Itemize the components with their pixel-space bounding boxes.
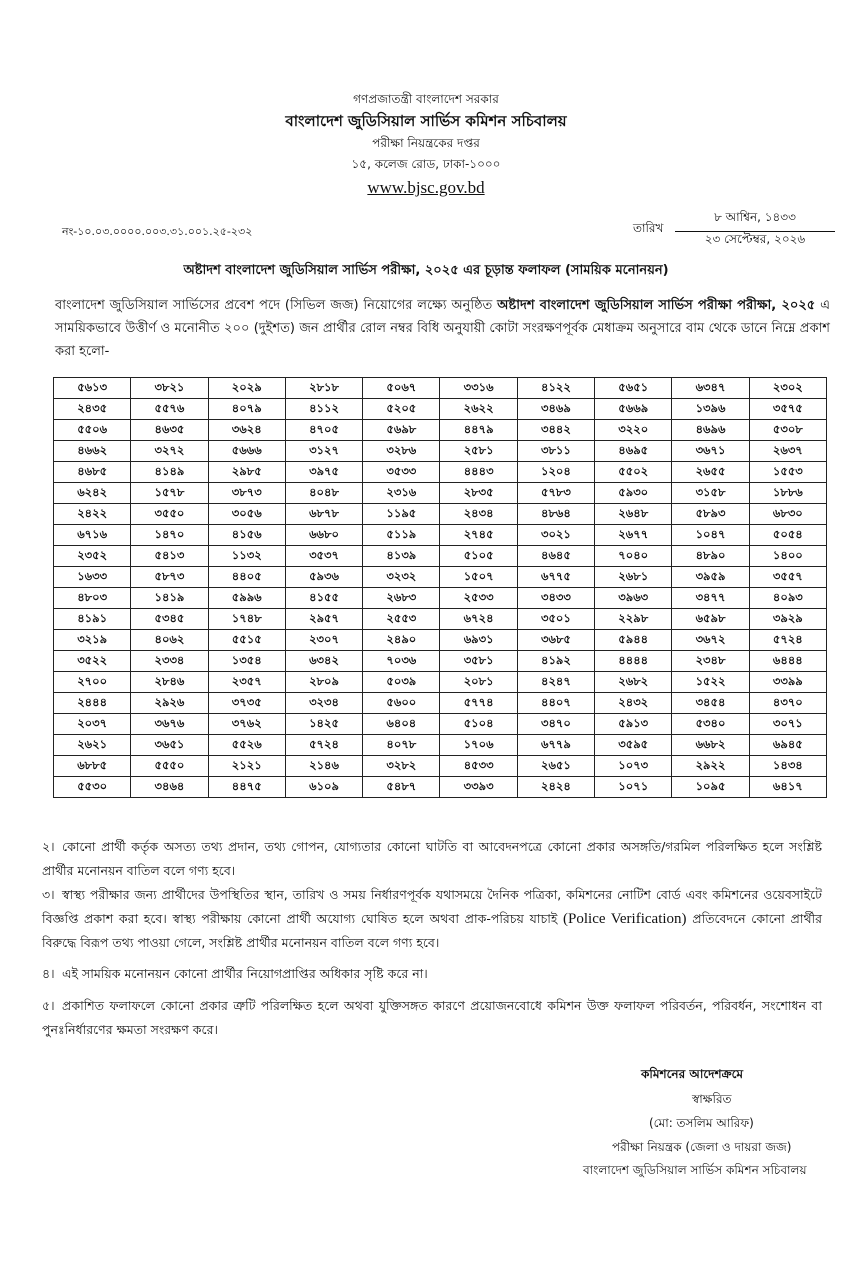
table-row — [54, 651, 827, 672]
roll-number-cell: ৬৭২৪ — [440, 609, 517, 630]
roll-number-cell: ৪১৪৯ — [131, 462, 208, 483]
note-text: প্রকাশিত ফলাফলে কোনো প্রকার ত্রুটি পরিলক্ষিত হলে অথবা যুক্তিসঙ্গত কারণে প্রয়োজনবোধে কমিশন উক্ত ফলাফল পরিবর্তন, পরিবর্ধন, সংশোধন বা পুনঃনির্ধারণের ক্ষমতা সংরক্ষণ করে। — [42, 998, 822, 1037]
roll-number-cell: ৫২০৫ — [363, 399, 440, 420]
note-5 — [42, 994, 822, 1042]
roll-number-cell: ৪৬৪৫ — [517, 546, 594, 567]
roll-number-cell: ৬৭১৬ — [54, 525, 131, 546]
roll-number-cell: ৩২৭২ — [131, 441, 208, 462]
roll-number-cell: ২৬৮২ — [595, 672, 672, 693]
roll-number-cell: ২১২১ — [208, 756, 285, 777]
roll-number-cell: ৬১০৯ — [285, 777, 362, 798]
table-row — [54, 609, 827, 630]
table-row — [54, 420, 827, 441]
roll-number-cell: ৪১১২ — [285, 399, 362, 420]
roll-number-cell: ৩২২০ — [595, 420, 672, 441]
roll-number-cell: ৫৮৯৩ — [672, 504, 749, 525]
roll-number-cell: ১৩৫৪ — [208, 651, 285, 672]
roll-number-cell: ৩২৩৪ — [285, 693, 362, 714]
office-address: ১৫, কলেজ রোড, ঢাকা-১০০০ — [351, 157, 501, 171]
roll-number-cell: ১৪৭০ — [131, 525, 208, 546]
roll-number-cell: ৫৯৩৬ — [285, 567, 362, 588]
roll-number-cell: ৪৬৯৫ — [595, 441, 672, 462]
roll-number-cell: ৪৫৩৩ — [440, 756, 517, 777]
memo-number: নং-১০.০৩.০০০০.০০৩.৩১.০০১.২৫-২৩২ — [62, 225, 253, 238]
roll-number-cell: ৩৫৯৫ — [595, 735, 672, 756]
date-block — [633, 209, 843, 253]
roll-number-cell: ৬৬৮০ — [285, 525, 362, 546]
roll-number-cell: ৩৯৭৫ — [285, 462, 362, 483]
roll-number-cell: ৪১৫৫ — [285, 588, 362, 609]
roll-number-cell: ৬৫৯৮ — [672, 609, 749, 630]
roll-number-cell: ২৯৫৭ — [285, 609, 362, 630]
roll-number-cell: ৪০৬২ — [131, 630, 208, 651]
note-4 — [42, 962, 822, 986]
roll-number-cell: ১১৯৫ — [363, 504, 440, 525]
roll-number-cell: ৪৬৮৫ — [54, 462, 131, 483]
roll-number-cell: ২৩৪৮ — [672, 651, 749, 672]
roll-number-cell: ৪১২২ — [517, 378, 594, 399]
roll-number-cell: ৫৭৮৩ — [517, 483, 594, 504]
signature-order: কমিশনের আদেশক্রমে — [641, 1067, 744, 1081]
roll-number-cell: ৬৯৩১ — [440, 630, 517, 651]
signatory-name: (মো: তসলিম আরিফ) — [649, 1116, 754, 1130]
roll-number-cell: ২৬৪৮ — [595, 504, 672, 525]
roll-number-cell: ২৬৩৭ — [749, 441, 826, 462]
roll-number-cell: ২৩০৭ — [285, 630, 362, 651]
roll-number-cell: ৫৫০২ — [595, 462, 672, 483]
roll-number-cell: ২৮১৮ — [285, 378, 362, 399]
roll-number-cell: ৬৬৮২ — [672, 735, 749, 756]
roll-number-cell: ৩৪৬৪ — [131, 777, 208, 798]
roll-number-cell: ৩৬৮৫ — [517, 630, 594, 651]
intro-text-2: এ সাময়িকভাবে উত্তীর্ণ ও মনোনীত ২০০ (দুইশত) জন প্রার্থীর রোল নম্বর বিধি অনুযায়ী কোটা সংরক্ষণপূর্বক মেধাক্রম অনুসারে বাম থেকে ডানে নিম্নে প্রকাশ করা হলো- — [55, 298, 830, 359]
roll-number-cell: ৪৬৩৫ — [131, 420, 208, 441]
roll-number-cell: ৫৩৪০ — [672, 714, 749, 735]
roll-number-cell: ২৮৩৫ — [440, 483, 517, 504]
roll-number-cell: ৩৪৬৯ — [517, 399, 594, 420]
secretariat-name: বাংলাদেশ জুডিসিয়াল সার্ভিস কমিশন সচিবালয় — [285, 112, 567, 130]
roll-number-cell: ৩৫০১ — [517, 609, 594, 630]
roll-number-cell: ৫৫৩০ — [54, 777, 131, 798]
roll-number-cell: ৬৩৪২ — [285, 651, 362, 672]
table-row — [54, 588, 827, 609]
roll-number-cell: ৩৫৩৩ — [363, 462, 440, 483]
roll-number-cell: ১৪০০ — [749, 546, 826, 567]
roll-number-cell: ৫৬১৩ — [54, 378, 131, 399]
roll-number-cell: ১৫৭৮ — [131, 483, 208, 504]
signature-signed: স্বাক্ষরিত — [692, 1092, 732, 1106]
roll-number-cell: ৩৫৩৭ — [285, 546, 362, 567]
note-text: এই সাময়িক মনোনয়ন কোনো প্রার্থীর নিয়োগপ্রাপ্তির অধিকার সৃষ্টি করে না। — [62, 966, 428, 981]
roll-number-cell: ২৪৪৪ — [54, 693, 131, 714]
roll-number-cell: ২৩১৬ — [363, 483, 440, 504]
roll-number-cell: ৪৬৬২ — [54, 441, 131, 462]
roll-number-cell: ৫৯৪৪ — [595, 630, 672, 651]
table-row — [54, 483, 827, 504]
government-name: গণপ্রজাতন্ত্রী বাংলাদেশ সরকার — [353, 92, 499, 106]
roll-number-cell: ৪০৪৮ — [285, 483, 362, 504]
date-bangla: ৮ আশ্বিন, ১৪৩৩ — [675, 209, 835, 232]
roll-number-cell: ২৯৮৫ — [208, 462, 285, 483]
roll-number-cell: ১৬৩৩ — [54, 567, 131, 588]
roll-number-cell: ২৩৫৭ — [208, 672, 285, 693]
roll-number-cell: ৪১৯২ — [517, 651, 594, 672]
roll-number-cell: ৫৭২৪ — [749, 630, 826, 651]
roll-number-cell: ৩৩১৬ — [440, 378, 517, 399]
roll-number-cell: ৩৫৫৭ — [749, 567, 826, 588]
roll-number-cell: ৪৪০৭ — [517, 693, 594, 714]
roll-number-cell: ১০৭১ — [595, 777, 672, 798]
roll-number-cell: ২৮৪৬ — [131, 672, 208, 693]
roll-number-cell: ৫৫০৬ — [54, 420, 131, 441]
roll-number-cell: ৫৭২৪ — [285, 735, 362, 756]
roll-number-cell: ২৪২৪ — [517, 777, 594, 798]
roll-number-cell: ২৬৫১ — [517, 756, 594, 777]
roll-number-cell: ১৪১৯ — [131, 588, 208, 609]
roll-number-cell: ৩০৫৬ — [208, 504, 285, 525]
note-2 — [42, 835, 822, 883]
roll-number-cell: ৪৪৪৩ — [440, 462, 517, 483]
roll-number-cell: ২২৯৮ — [595, 609, 672, 630]
roll-number-cell: ২৩০২ — [749, 378, 826, 399]
roll-number-cell: ২৫৫৩ — [363, 609, 440, 630]
note-number: ২। — [42, 839, 55, 854]
roll-number-cell: ৫৬৯৮ — [363, 420, 440, 441]
table-row — [54, 546, 827, 567]
roll-number-cell: ৩৫৭৫ — [749, 399, 826, 420]
roll-number-cell: ৪৭০৫ — [285, 420, 362, 441]
roll-number-cell: ২৪৩২ — [595, 693, 672, 714]
roll-number-cell: ৩৫৫০ — [131, 504, 208, 525]
date-english: ২৩ সেপ্টেম্বর, ২০২৬ — [704, 232, 806, 246]
roll-number-cell: ৩৪৫৪ — [672, 693, 749, 714]
roll-number-cell: ৩০৭১ — [749, 714, 826, 735]
roll-number-cell: ১৮৮৬ — [749, 483, 826, 504]
roll-number-cell: ৫৫১৫ — [208, 630, 285, 651]
roll-number-cell: ৪৮৬৪ — [517, 504, 594, 525]
roll-number-cell: ৩০২১ — [517, 525, 594, 546]
roll-number-cell: ৫৩০৮ — [749, 420, 826, 441]
roll-number-cell: ৬৪৪৪ — [749, 651, 826, 672]
roll-number-cell: ৫৪৮৭ — [363, 777, 440, 798]
roll-number-cell: ৩৬৫১ — [131, 735, 208, 756]
intro-text-1: বাংলাদেশ জুডিসিয়াল সার্ভিসের প্রবেশ পদে (সিভিল জজ) নিয়োগের লক্ষ্যে অনুষ্ঠিত — [55, 298, 498, 313]
roll-number-cell: ৫০৫৪ — [749, 525, 826, 546]
roll-number-cell: ৫৪১৩ — [131, 546, 208, 567]
roll-number-cell: ৭০৪০ — [595, 546, 672, 567]
roll-number-cell: ১০৭৩ — [595, 756, 672, 777]
note-3 — [42, 883, 822, 955]
notice-title: অষ্টাদশ বাংলাদেশ জুডিসিয়াল সার্ভিস পরীক্ষা, ২০২৫ এর চূড়ান্ত ফলাফল (সাময়িক মনোনয়ন) — [183, 263, 669, 278]
roll-number-cell: ৩৫৮১ — [440, 651, 517, 672]
table-row — [54, 441, 827, 462]
roll-number-cell: ৫৫৭৬ — [131, 399, 208, 420]
roll-number-cell: ৫৬৬৬ — [208, 441, 285, 462]
roll-number-cell: ৫১১৯ — [363, 525, 440, 546]
roll-number-cell: ৩৭৩৫ — [208, 693, 285, 714]
roll-number-cell: ৪২৪৭ — [517, 672, 594, 693]
date-label: তারিখ — [633, 221, 664, 235]
roll-number-cell: ৬৩৪৭ — [672, 378, 749, 399]
table-row — [54, 399, 827, 420]
table-row — [54, 693, 827, 714]
table-row — [54, 777, 827, 798]
roll-number-cell: ৫১০৫ — [440, 546, 517, 567]
roll-number-cell: ২৪২২ — [54, 504, 131, 525]
roll-number-cell: ২০২৯ — [208, 378, 285, 399]
note-text: স্বাস্থ্য পরীক্ষার জন্য প্রার্থীদের উপস্থিতির স্থান, তারিখ ও সময় নির্ধারণপূর্বক যথাসময়ে দৈনিক পত্রিকা, কমিশনের নোটিশ বোর্ড এবং কমিশনের ওয়েবসাইটে বিজ্ঞপ্তি প্রকাশ করা হবে। স্বাস্থ্য পরীক্ষায় কোনো প্রার্থী অযোগ্য ঘোষিত হলে অথবা প্রাক-পরিচয় যাচাই — [42, 887, 822, 926]
roll-number-cell: ৫৬৬৯ — [595, 399, 672, 420]
roll-number-cell: ৫৯৯৬ — [208, 588, 285, 609]
website-link[interactable]: www.bjsc.gov.bd — [367, 178, 485, 197]
roll-number-cell: ৫৬০০ — [363, 693, 440, 714]
table-row — [54, 735, 827, 756]
table-row — [54, 567, 827, 588]
roll-number-cell: ৩৪৪২ — [517, 420, 594, 441]
note-text-english: (Police Verification) — [563, 911, 687, 927]
roll-number-cell: ২৬২২ — [440, 399, 517, 420]
roll-number-cell: ৩৪৭০ — [517, 714, 594, 735]
roll-number-cell: ২৪৩৫ — [54, 399, 131, 420]
roll-number-cell: ৪১৫৬ — [208, 525, 285, 546]
office-name: পরীক্ষা নিয়ন্ত্রকের দপ্তর — [372, 136, 480, 150]
roll-number-cell: ৩৮২১ — [131, 378, 208, 399]
intro-exam-name: অষ্টাদশ বাংলাদেশ জুডিসিয়াল সার্ভিস পরীক্ষা পরীক্ষা, ২০২৫ — [497, 298, 816, 313]
note-number: ৫। — [42, 998, 55, 1013]
roll-number-cell: ৬৪০৪ — [363, 714, 440, 735]
table-row — [54, 462, 827, 483]
roll-number-cell: ২৬৮৩ — [363, 588, 440, 609]
roll-number-cell: ৩৮১১ — [517, 441, 594, 462]
roll-number-cell: ৬২৪২ — [54, 483, 131, 504]
table-row — [54, 714, 827, 735]
roll-number-cell: ৪৮৯০ — [672, 546, 749, 567]
roll-number-cell: ২০৩৭ — [54, 714, 131, 735]
roll-number-cell: ৫০৬৭ — [363, 378, 440, 399]
roll-number-cell: ৪৪০৫ — [208, 567, 285, 588]
roll-number-cell: ৩২৩২ — [363, 567, 440, 588]
roll-number-cell: ৫৫৫০ — [131, 756, 208, 777]
roll-number-cell: ৫৭৭৪ — [440, 693, 517, 714]
roll-number-cell: ১০৪৭ — [672, 525, 749, 546]
roll-number-cell: ২০৮১ — [440, 672, 517, 693]
roll-number-cell: ৫৬৫১ — [595, 378, 672, 399]
roll-number-cell: ৩৯২৯ — [749, 609, 826, 630]
roll-number-cell: ৬৪১৭ — [749, 777, 826, 798]
roll-number-cell: ২৮০৯ — [285, 672, 362, 693]
roll-number-cell: ২৯২৬ — [131, 693, 208, 714]
roll-number-cell: ৪৩৭০ — [749, 693, 826, 714]
roll-number-cell: ২৬৭৭ — [595, 525, 672, 546]
roll-number-cell: ৪৬৯৬ — [672, 420, 749, 441]
roll-number-cell: ৩১৫৮ — [672, 483, 749, 504]
roll-number-cell: ১৭৪৮ — [208, 609, 285, 630]
roll-number-cell: ৪৪৭৯ — [440, 420, 517, 441]
roll-number-cell: ৫৯১৩ — [595, 714, 672, 735]
roll-number-cell: ৩২৮২ — [363, 756, 440, 777]
roll-number-cell: ৩৬২৪ — [208, 420, 285, 441]
roll-number-cell: ৬৯৪৫ — [749, 735, 826, 756]
roll-number-cell: ৪৮০৩ — [54, 588, 131, 609]
roll-number-cell: ৩২১৯ — [54, 630, 131, 651]
table-row — [54, 525, 827, 546]
roll-number-cell: ৩৬৭২ — [672, 630, 749, 651]
roll-number-cell: ৫০৩৯ — [363, 672, 440, 693]
roll-number-cell: ২৭০০ — [54, 672, 131, 693]
table-row — [54, 630, 827, 651]
roll-number-cell: ৪১৯১ — [54, 609, 131, 630]
roll-number-cell: ৩২৮৬ — [363, 441, 440, 462]
roll-number-cell: ৭০৩৬ — [363, 651, 440, 672]
note-text: প্রতিবেদনে কোনো প্রার্থীর বিরুদ্ধে বিরূপ তথ্য পাওয়া গেলে, সংশ্লিষ্ট প্রার্থীর মনোনয়ন বাতিল বলে গণ্য হবে। — [42, 911, 823, 950]
roll-number-cell: ৩৯৬৩ — [595, 588, 672, 609]
roll-number-cell: ৩৬৭১ — [672, 441, 749, 462]
table-row — [54, 504, 827, 525]
roll-number-cell: ৪৪৭৫ — [208, 777, 285, 798]
roll-number-cell: ১৪২৫ — [285, 714, 362, 735]
roll-number-cell: ৩৩৯৩ — [440, 777, 517, 798]
roll-number-cell: ১১৩২ — [208, 546, 285, 567]
roll-number-cell: ৩৩৯৯ — [749, 672, 826, 693]
roll-number-cell: ২৬৮১ — [595, 567, 672, 588]
roll-number-cell: ৬৮৭৮ — [285, 504, 362, 525]
roll-number-cell: ৫৩৪৫ — [131, 609, 208, 630]
signatory-organization: বাংলাদেশ জুডিসিয়াল সার্ভিস কমিশন সচিবালয় — [583, 1163, 807, 1177]
roll-number-cell: ৩৮৭৩ — [208, 483, 285, 504]
note-text: কোনো প্রার্থী কর্তৃক অসত্য তথ্য প্রদান, তথ্য গোপন, যোগ্যতার কোনো ঘাটতি বা আবেদনপত্রে কোনো প্রকার অসঙ্গতি/গরমিল পরিলক্ষিত হলে সংশ্লিষ্ট প্রার্থীর মনোনয়ন বাতিল বলে গণ্য হবে। — [42, 839, 822, 878]
roll-number-cell: ২৪৩৪ — [440, 504, 517, 525]
roll-number-cell: ৪১৩৯ — [363, 546, 440, 567]
roll-number-cell: ১৭০৬ — [440, 735, 517, 756]
roll-number-cell: ১৫৫৩ — [749, 462, 826, 483]
roll-number-cell: ৫৯৩০ — [595, 483, 672, 504]
note-number: ৪। — [42, 966, 55, 981]
roll-number-cell: ৬৮৮৫ — [54, 756, 131, 777]
roll-number-cell: ৩৯৫৯ — [672, 567, 749, 588]
roll-number-cell: ৪০৭৯ — [208, 399, 285, 420]
roll-number-cell: ৩৬৭৬ — [131, 714, 208, 735]
roll-number-cell: ৬৮৩০ — [749, 504, 826, 525]
roll-number-cell: ১৫০৭ — [440, 567, 517, 588]
roll-number-cell: ২৬২১ — [54, 735, 131, 756]
roll-number-cell: ২৩৩৪ — [131, 651, 208, 672]
roll-number-cell: ৬৭৭৯ — [517, 735, 594, 756]
roll-number-cell: ৩৪৩৩ — [517, 588, 594, 609]
roll-number-cell: ২৫৩৩ — [440, 588, 517, 609]
roll-number-cell: ১৩৯৬ — [672, 399, 749, 420]
roll-number-cell: ২৬৫৫ — [672, 462, 749, 483]
roll-number-cell: ৪০৭৮ — [363, 735, 440, 756]
table-row — [54, 378, 827, 399]
signatory-designation: পরীক্ষা নিয়ন্ত্রক (জেলা ও দায়রা জজ) — [612, 1140, 792, 1154]
roll-number-cell: ৩৭৬২ — [208, 714, 285, 735]
roll-number-cell: ৪০৯৩ — [749, 588, 826, 609]
roll-number-cell: ১২০৪ — [517, 462, 594, 483]
table-row — [54, 756, 827, 777]
roll-number-cell: ১৪৩৪ — [749, 756, 826, 777]
roll-number-cell: ৫১০৪ — [440, 714, 517, 735]
roll-number-cell: ৩১২৭ — [285, 441, 362, 462]
note-number: ৩। — [42, 887, 55, 902]
roll-number-cell: ৩৫২২ — [54, 651, 131, 672]
roll-number-cell: ২৭৪৫ — [440, 525, 517, 546]
roll-number-cell: ২৩৫২ — [54, 546, 131, 567]
roll-number-cell: ৫৮৭৩ — [131, 567, 208, 588]
roll-number-cell: ১০৯৫ — [672, 777, 749, 798]
roll-number-cell: ৪৪৪৪ — [595, 651, 672, 672]
roll-number-cell: ২৯২২ — [672, 756, 749, 777]
roll-number-cell: ২১৪৬ — [285, 756, 362, 777]
roll-number-table — [53, 377, 827, 798]
table-row — [54, 672, 827, 693]
roll-number-cell: ৩৪৭৭ — [672, 588, 749, 609]
roll-number-cell: ১৫২২ — [672, 672, 749, 693]
intro-paragraph — [55, 294, 830, 363]
roll-number-cell: ৫৫২৬ — [208, 735, 285, 756]
roll-number-cell: ৬৭৭৫ — [517, 567, 594, 588]
roll-number-cell: ২৪৯০ — [363, 630, 440, 651]
roll-number-cell: ২৫৮১ — [440, 441, 517, 462]
